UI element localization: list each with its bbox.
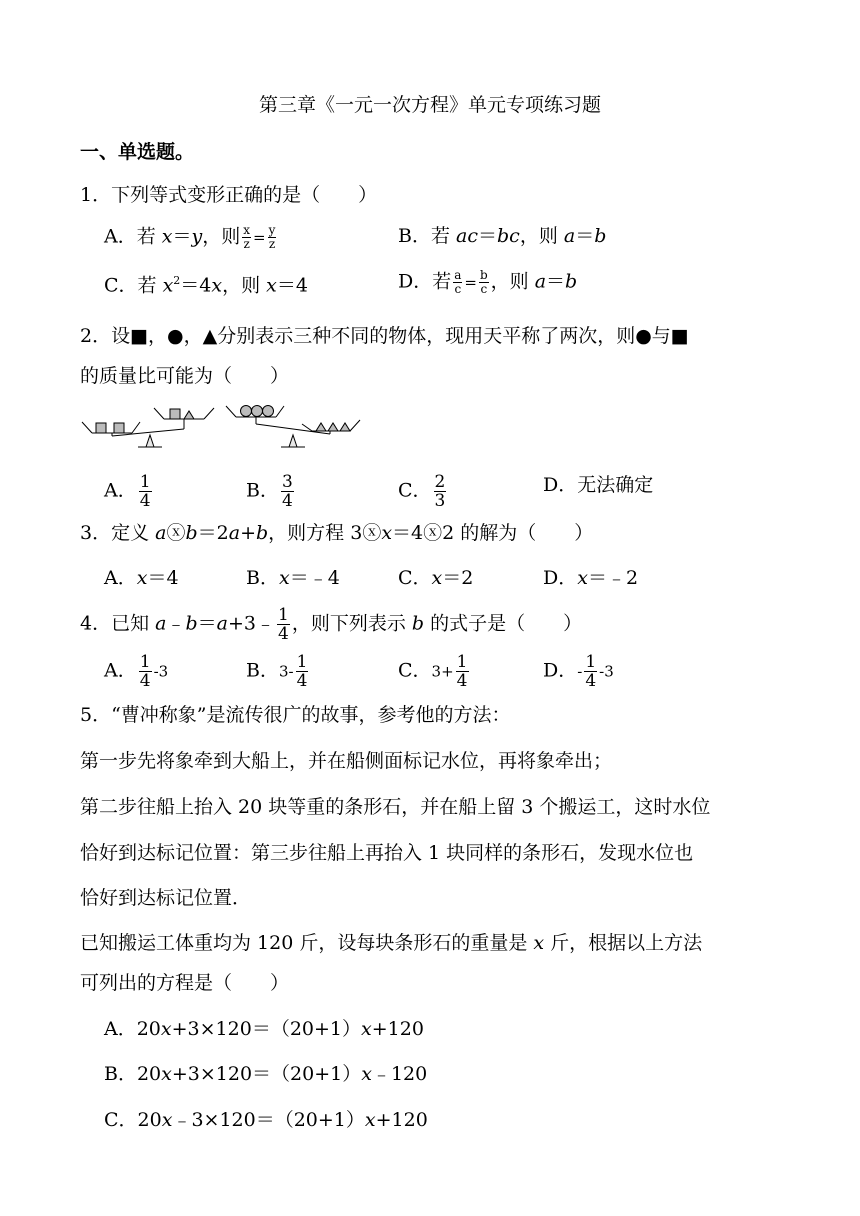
q1-option-c: C．若 $x^2=4x$，则 x＝4 <box>104 274 308 297</box>
q5-stem-line5: 恰好到达标记位置． <box>80 887 252 909</box>
q5-stem-line7: 可列出的方程是（ ） <box>80 972 290 994</box>
circle-object-icon <box>263 406 274 417</box>
q1-option-b: B．若 ac＝bc，则 a＝b <box>398 225 607 247</box>
balance-scale-2 <box>226 406 360 448</box>
square-object-icon <box>114 423 124 433</box>
q1-option-a: A．若 x＝y，则 $\frac{x}{z}$ = $\frac{y}{z}$ <box>104 223 276 251</box>
balance-scale-1 <box>82 408 214 447</box>
q5-option-b: B．20x+3×120＝（20+1）x﹣120 <box>104 1063 428 1085</box>
q2-stem-line2: 的质量比可能为（ ） <box>80 365 290 387</box>
circle-object-icon <box>252 406 263 417</box>
page-title: 第三章《一元一次方程》单元专项练习题 <box>258 94 601 116</box>
q4-option-b: B．3- $\frac{1}{4}$ <box>246 652 308 691</box>
q3-option-c: C．x＝2 <box>398 567 474 589</box>
circle-object-icon <box>241 406 252 417</box>
q3-option-d: D．x＝﹣2 <box>543 567 639 589</box>
square-object-icon <box>96 423 106 433</box>
q2-option-a: A． $\frac{1}{4}$ <box>104 472 151 511</box>
triangle-object-icon <box>340 423 350 431</box>
square-object-icon <box>170 409 180 419</box>
q1-option-d: D．若 $\frac{a}{c}$ = $\frac{b}{c}$ ，则 a＝b <box>398 268 578 296</box>
triangle-object-icon <box>328 423 338 431</box>
q5-stem-line4: 恰好到达标记位置：第三步往船上再抬入 1 块同样的条形石，发现水位也 <box>80 842 694 864</box>
q4-option-d: D．- $\frac{1}{4}$ -3 <box>543 652 614 691</box>
q3-option-b: B．x＝﹣4 <box>246 567 340 589</box>
q4-option-a: A． $\frac{1}{4}$ -3 <box>104 652 169 691</box>
q3-stem: 3．定义 aⓧb＝2a+b，则方程 3ⓧx＝4ⓧ2 的解为（ ） <box>80 522 594 544</box>
q4-option-c: C．3+ $\frac{1}{4}$ <box>398 652 468 691</box>
section-heading: 一、单选题。 <box>80 141 195 163</box>
q5-option-a: A．20x+3×120＝（20+1）x+120 <box>104 1018 424 1040</box>
q1-stem: 1．下列等式变形正确的是（ ） <box>80 184 378 206</box>
q2-stem-line1: 2．设■，●，▲分别表示三种不同的物体，现用天平称了两次，则●与■ <box>80 325 689 347</box>
q4-stem: 4．已知 a﹣b＝a+3﹣ $\frac{1}{4}$ ，则下列表示 b 的式子是（ ） <box>80 605 583 644</box>
triangle-object-icon <box>184 411 194 419</box>
q5-stem-line1: 5．“曹冲称象”是流传很广的故事，参考他的方法： <box>80 704 511 726</box>
q5-stem-line2: 第一步先将象牵到大船上，并在船侧面标记水位，再将象牵出； <box>80 750 613 772</box>
q5-stem-line3: 第二步往船上抬入 20 块等重的条形石，并在船上留 3 个搬运工，这时水位 <box>80 796 711 818</box>
balance-scales-figure <box>80 398 370 460</box>
q3-option-a: A．x＝4 <box>104 567 179 589</box>
q2-option-d: D．无法确定 <box>543 474 654 496</box>
q2-option-b: B． $\frac{3}{4}$ <box>246 472 293 511</box>
q5-stem-line6: 已知搬运工体重均为 120 斤，设每块条形石的重量是 x 斤，根据以上方法 <box>80 932 703 954</box>
q2-option-c: C． $\frac{2}{3}$ <box>398 472 446 511</box>
q5-option-c: C．20x﹣3×120＝（20+1）x+120 <box>104 1109 428 1131</box>
triangle-object-icon <box>316 423 326 431</box>
